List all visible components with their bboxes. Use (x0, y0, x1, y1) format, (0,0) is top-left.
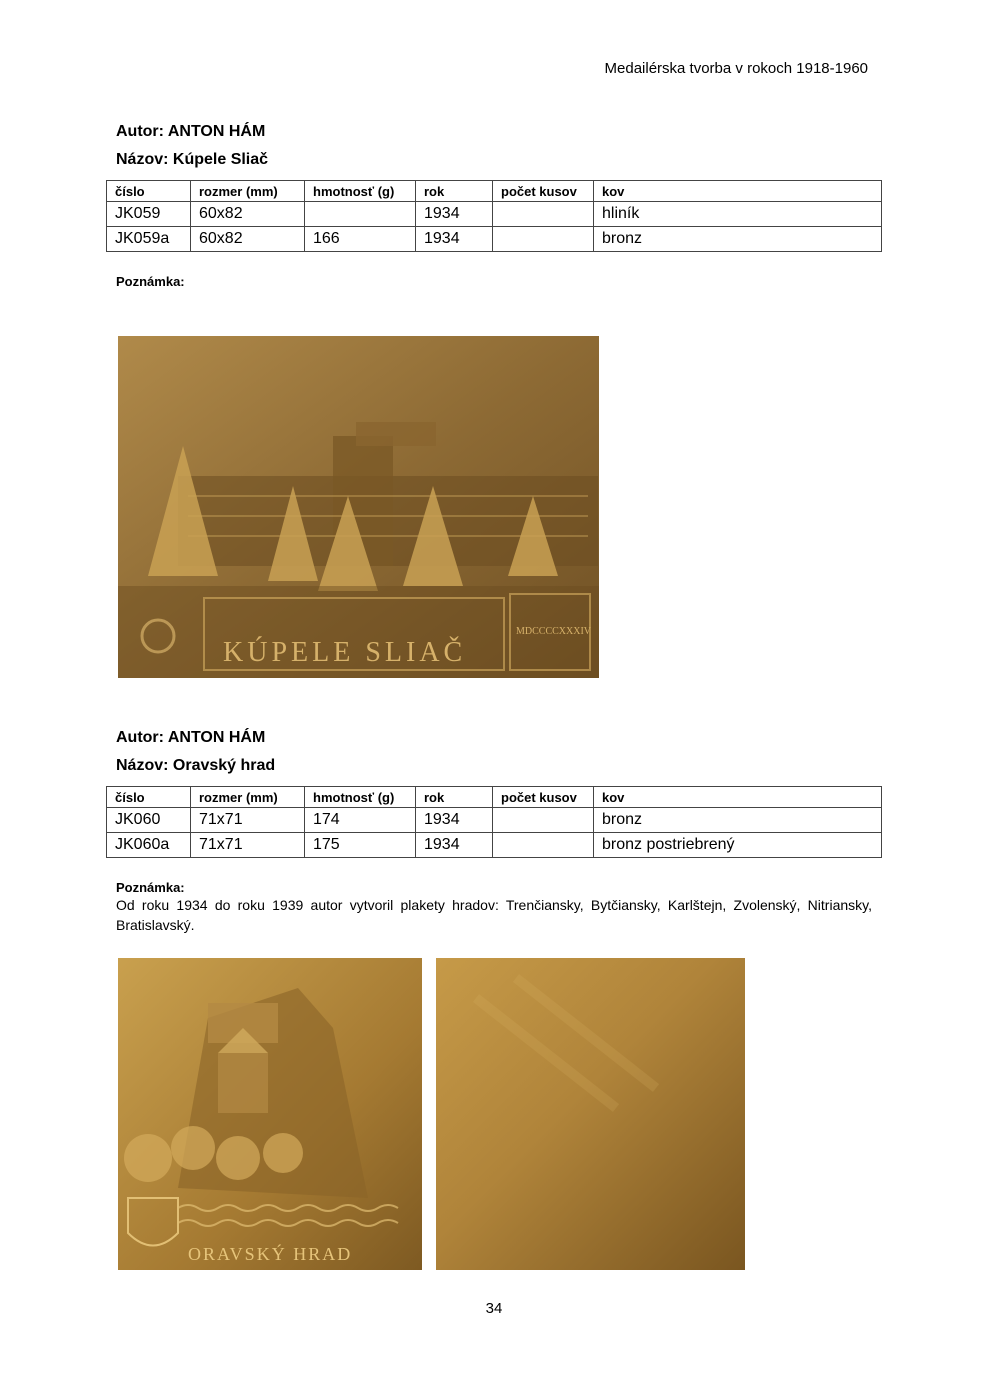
column-header: hmotnosť (g) (305, 787, 416, 808)
specs-table (106, 180, 882, 252)
table-cell: JK059 (107, 202, 191, 227)
plaque-photo-oravsky-hrad-reverse (436, 958, 745, 1270)
table-cell: 1934 (416, 833, 493, 858)
table-cell: 71x71 (191, 833, 305, 858)
table-cell: bronz (594, 227, 882, 252)
column-header: rok (416, 787, 493, 808)
inscription-year: MDCCCCXXXIV (516, 626, 592, 637)
table-cell: 1934 (416, 227, 493, 252)
table-cell: hliník (594, 202, 882, 227)
specs-table (106, 786, 882, 858)
table-header-row (107, 787, 882, 808)
table-cell: JK060 (107, 808, 191, 833)
column-header: rozmer (mm) (191, 181, 305, 202)
table-cell (493, 227, 594, 252)
author-line: Autor: ANTON HÁM (116, 123, 266, 140)
table-row (107, 808, 882, 833)
table-cell (493, 808, 594, 833)
plaque-photo-oravsky-hrad-obverse (118, 958, 422, 1270)
table-cell: bronz (594, 808, 882, 833)
table-cell: JK059a (107, 227, 191, 252)
note-label: Poznámka: (116, 880, 185, 895)
table-header-row (107, 181, 882, 202)
table-row (107, 227, 882, 252)
running-header: Medailérska tvorba v rokoch 1918-1960 (604, 60, 868, 77)
table-cell: JK060a (107, 833, 191, 858)
table-cell: 166 (305, 227, 416, 252)
column-header: rozmer (mm) (191, 787, 305, 808)
inscription-oravsky-hrad: ORAVSKÝ HRAD (188, 1244, 353, 1264)
column-header: rok (416, 181, 493, 202)
table-cell: 174 (305, 808, 416, 833)
table-cell (305, 202, 416, 227)
column-header: kov (594, 181, 882, 202)
note-label: Poznámka: (116, 274, 185, 289)
column-header: číslo (107, 787, 191, 808)
table-row (107, 833, 882, 858)
title-line: Názov: Kúpele Sliač (116, 151, 269, 168)
table-row (107, 202, 882, 227)
column-header: hmotnosť (g) (305, 181, 416, 202)
inscription-kupele-sliac: KÚPELE SLIAČ (223, 637, 467, 668)
title-line: Názov: Oravský hrad (116, 757, 276, 774)
table-cell: 1934 (416, 202, 493, 227)
table-cell: 71x71 (191, 808, 305, 833)
page-number: 34 (485, 1300, 503, 1317)
author-line: Autor: ANTON HÁM (116, 729, 266, 746)
table-cell: 175 (305, 833, 416, 858)
medal-entry-oravsky-hrad (106, 724, 882, 935)
plaque-photo-kupele-sliac (118, 336, 599, 678)
column-header: kov (594, 787, 882, 808)
column-header: počet kusov (493, 181, 594, 202)
column-header: číslo (107, 181, 191, 202)
table-cell (493, 202, 594, 227)
column-header: počet kusov (493, 787, 594, 808)
table-cell: 1934 (416, 808, 493, 833)
medal-entry-kupele-sliac (106, 118, 882, 289)
table-cell (493, 833, 594, 858)
note-text: Od roku 1934 do roku 1939 autor vytvoril plakety hradov: Trenčiansky, Bytčiansky, Karlštejn, Zvolenský, Nitriansky, Bratislavský. (116, 897, 872, 933)
table-cell: 60x82 (191, 202, 305, 227)
table-cell: bronz postriebrený (594, 833, 882, 858)
table-cell: 60x82 (191, 227, 305, 252)
